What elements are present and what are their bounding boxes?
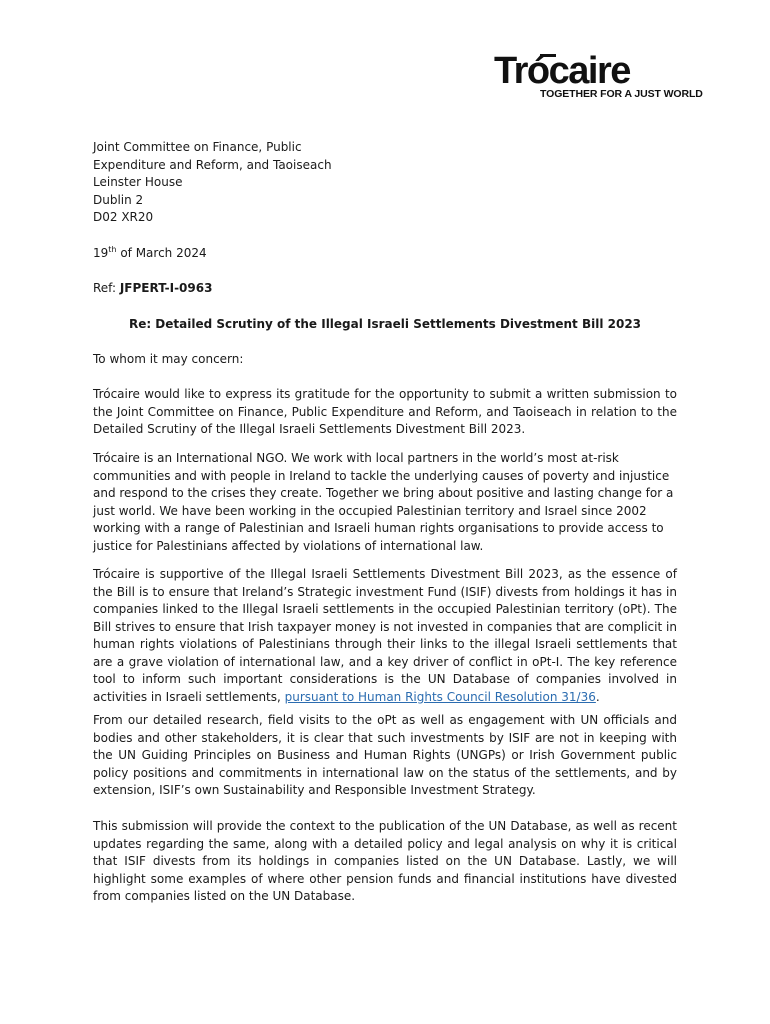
trocaire-logo bbox=[494, 50, 703, 102]
paragraph-submission-overview: This submission will provide the context to the publication of the UN Database, as well as recent updates regarding the same, along with a detailed policy and legal analysis on why it is critical that ISIF divests from its holdings in companies listed on the UN Database. Lastly, we will highlight some examples of where other pension funds and financial institutions have divested from companies listed on the UN Database. bbox=[93, 819, 677, 903]
address-line: Leinster House bbox=[93, 175, 183, 189]
paragraph-research: From our detailed research, field visits to the oPt as well as engagement with UN officials and bodies and other stakeholders, it is clear that such investments by ISIF are not in keeping with the UN Guiding Principles on Business and Human Rights (UNGPs) or Irish Government public policy positions and commitments in international law on the status of the settlements, and by extension, ISIF’s own Sustainability and Responsible Investment Strategy. bbox=[93, 713, 677, 797]
ref-value: JFPERT-I-0963 bbox=[119, 281, 213, 295]
address-line: Dublin 2 bbox=[93, 192, 144, 207]
paragraph-gratitude: Trócaire would like to express its gratitude for the opportunity to submit a written submission to the Joint Committee on Finance, Public Expenditure and Reform, and Taoiseach in relation to the Detailed Scrutiny of the Illegal Israeli Settlements Divestment Bill 2023. bbox=[93, 387, 677, 436]
p3-text: Trócaire is supportive of the Illegal Israeli Settlements Divestment Bill 2023, as the essence of the Bill is to ensure that Ireland’s Strategic investment Fund (ISIF) divests from holdings it has in companies linked to the Illegal Israeli settlements in the occupied Palestinian territory (oPt). The Bill strives to ensure that Irish taxpayer money is not invested in companies that are complicit in human rights violations of Palestinians through their links to the illegal Israeli settlements that are a grave violation of international law, and a key driver of conflict in oPt-I. The key reference tool to inform such important considerations is the UN Database of companies involved in activities in Israeli settlements, bbox=[93, 567, 677, 704]
date-rest: of March 2024 bbox=[116, 246, 207, 260]
p3-end: . bbox=[595, 689, 600, 704]
address-line: Joint Committee on Finance, Public bbox=[93, 140, 302, 154]
logo-tagline: TOGETHER FOR A JUST WORLD bbox=[540, 88, 703, 100]
ref-label: Ref: bbox=[93, 281, 120, 295]
reference-line bbox=[93, 280, 677, 298]
address-line: D02 XR20 bbox=[93, 210, 154, 224]
paragraph-about-trocaire: Trócaire is an International NGO. We work with local partners in the world’s most at-risk communities and with people in Ireland to tackle the underlying causes of poverty and injustice and respond to the crises they create. Together we bring about positive and lasting change for a just world. We have been working in the occupied Palestinian territory and Israel since 2002 working with a range of Palestinian and Israeli human rights organisations to provide access to justice for Palestinians affected by violations of international law. bbox=[93, 451, 674, 553]
hrc-resolution-link[interactable]: pursuant to Human Rights Council Resolution 31/36 bbox=[284, 689, 596, 704]
paragraph-support bbox=[93, 566, 677, 706]
address-line: Expenditure and Reform, and Taoiseach bbox=[93, 157, 332, 172]
recipient-address bbox=[93, 139, 677, 227]
date-suffix: th bbox=[108, 245, 117, 254]
salutation: To whom it may concern: bbox=[93, 352, 244, 366]
date-day: 19 bbox=[93, 246, 109, 260]
logo-wordmark: Trócaire bbox=[494, 50, 630, 92]
letter-date bbox=[93, 245, 677, 263]
subject-line: Re: Detailed Scrutiny of the Illegal Israeli Settlements Divestment Bill 2023 bbox=[128, 317, 642, 331]
